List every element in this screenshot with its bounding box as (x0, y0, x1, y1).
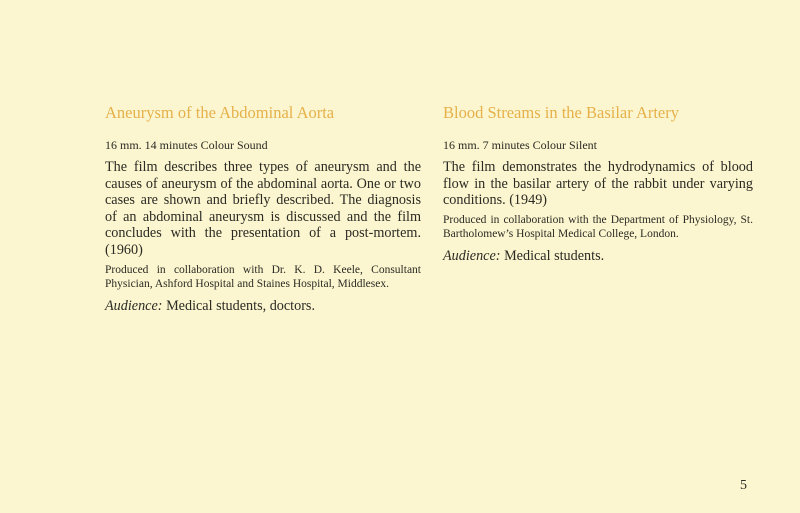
page-number: 5 (740, 478, 747, 493)
film-audience (105, 297, 421, 315)
audience-value: Medical students. (500, 247, 605, 264)
film-credit: Produced in collaboration with Dr. K. D. Keele, Consultant Physician, Ashford Hospital and Staines Hospital, Middlesex. (105, 263, 421, 290)
film-credit: Produced in collaboration with the Department of Physiology, St. Bartholomew’s Hospital Medical College, London. (443, 213, 753, 240)
film-specs: 16 mm. 7 minutes Colour Silent (443, 138, 598, 152)
film-entry-blood-streams (443, 103, 753, 265)
film-title: Aneurysm of the Abdominal Aorta (105, 103, 335, 122)
film-description: The film describes three types of aneurysm and the causes of aneurysm of the abdominal aorta. One or two cases are shown and briefly described. The diagnosis of an abdominal aneurysm is discussed and the film concludes with the presentation of a post-mortem. (1960) (105, 159, 421, 258)
film-description: The film demonstrates the hydrodynamics of blood flow in the basilar artery of the rabbit under varying conditions. (1949) (443, 159, 753, 209)
film-title: Blood Streams in the Basilar Artery (443, 103, 680, 122)
audience-label: Audience: (443, 247, 501, 264)
film-audience (443, 247, 753, 265)
film-entry-aneurysm (105, 103, 421, 315)
audience-value: Medical students, doctors. (162, 297, 316, 314)
film-specs: 16 mm. 14 minutes Colour Sound (105, 138, 268, 152)
audience-label: Audience: (105, 297, 163, 314)
